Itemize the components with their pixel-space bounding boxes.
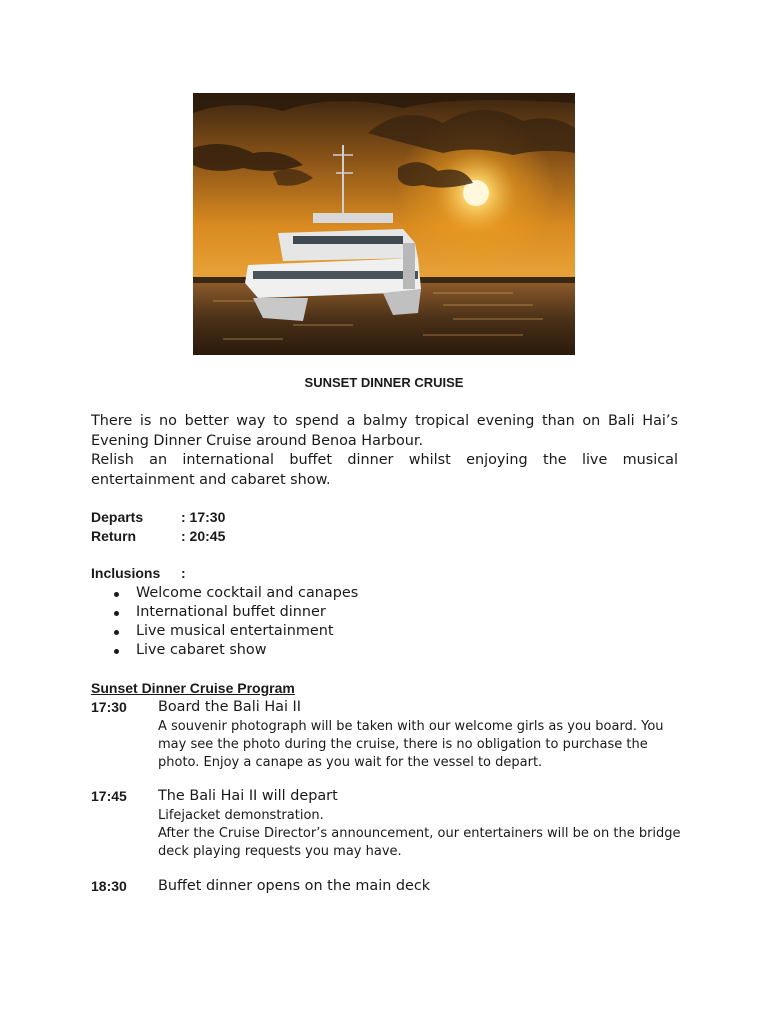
list-item: Live cabaret show: [91, 641, 358, 660]
bullet-icon: [114, 649, 119, 654]
program-time: 17:30: [91, 699, 127, 715]
departs-label: Departs: [91, 509, 144, 525]
intro-text: [91, 412, 678, 490]
program-heading: The Bali Hai II will depart: [158, 788, 338, 804]
program-heading: Buffet dinner opens on the main deck: [158, 878, 431, 894]
departs-value: : 17:30: [181, 509, 226, 525]
return-value: : 20:45: [181, 528, 226, 544]
departs-row: [91, 508, 225, 527]
bullet-icon: [114, 630, 119, 635]
list-item: International buffet dinner: [91, 603, 358, 622]
intro-paragraph: Relish an international buffet dinner whilst enjoying the live musical entertainment and cabaret show.: [91, 452, 678, 488]
list-item: Welcome cocktail and canapes: [91, 584, 358, 603]
return-row: [91, 527, 225, 546]
program-heading: Board the Bali Hai II: [158, 699, 302, 715]
schedule: [91, 508, 225, 546]
inclusions-list: [91, 584, 358, 660]
program-description: A souvenir photograph will be taken with our welcome girls as you board. You may see the photo during the cruise, there is no obligation to purchase the photo. Enjoy a canape as you wait for the vessel to depart.: [158, 719, 664, 770]
program-title: Sunset Dinner Cruise Program: [91, 680, 295, 696]
program-time: 18:30: [91, 878, 127, 894]
program-time: 17:45: [91, 788, 127, 804]
list-item: Live musical entertainment: [91, 622, 358, 641]
page-title: SUNSET DINNER CRUISE: [304, 375, 464, 390]
inclusions-label: Inclusions: [91, 565, 161, 581]
inclusions-heading: [91, 565, 186, 581]
return-label: Return: [91, 528, 137, 544]
bullet-icon: [114, 592, 119, 597]
inclusions-colon: :: [181, 565, 186, 581]
intro-paragraph: There is no better way to spend a balmy tropical evening than on Bali Hai’s Evening Dinner Cruise around Benoa Harbour.: [91, 413, 678, 449]
program-description: Lifejacket demonstration. After the Cruise Director’s announcement, our entertainers will be on the bridge deck playing requests you may have.: [158, 808, 681, 859]
cruise-photo: [193, 93, 575, 355]
bullet-icon: [114, 611, 119, 616]
